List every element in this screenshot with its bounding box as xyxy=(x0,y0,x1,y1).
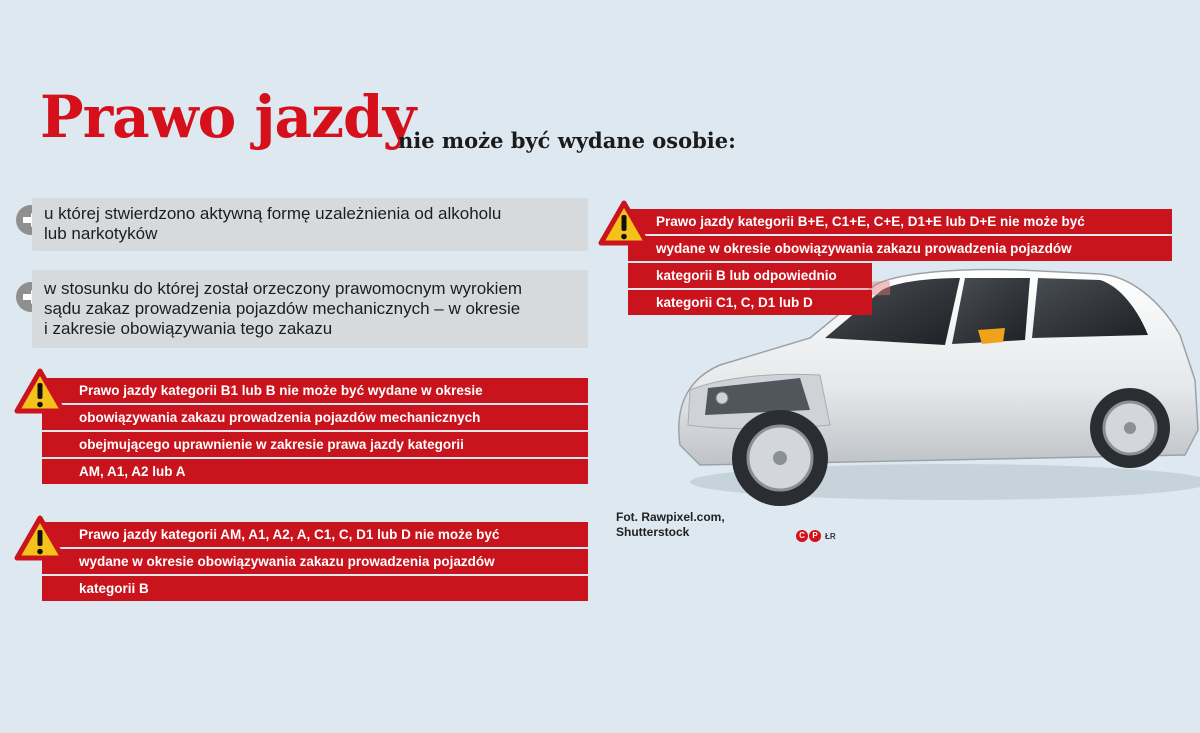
warning-triangle-icon xyxy=(14,515,66,566)
condition-box-addiction xyxy=(32,198,588,251)
warning-line: kategorii C1, C, D1 lub D xyxy=(628,290,872,315)
condition-text-line: w stosunku do której został orzeczony prawomocnym wyrokiem xyxy=(44,279,523,298)
warning-line: Prawo jazdy kategorii AM, A1, A2, A, C1, C, D1 lub D nie może być xyxy=(42,522,588,547)
warning-line: kategorii B xyxy=(42,576,588,601)
warning-line: AM, A1, A2 lub A xyxy=(42,459,588,484)
photo-credit-line: Fot. Rawpixel.com, xyxy=(616,510,725,524)
warning-line: obowiązywania zakazu prowadzenia pojazdów mechanicznych xyxy=(42,405,588,430)
warning-line: wydane w okresie obowiązywania zakazu prowadzenia pojazdów xyxy=(628,236,1172,261)
condition-text-line: u której stwierdzono aktywną formę uzależnienia od alkoholu xyxy=(44,204,502,223)
publisher-badge xyxy=(796,530,836,542)
warning-line: wydane w okresie obowiązywania zakazu prowadzenia pojazdów xyxy=(42,549,588,574)
photo-credit-line: Shutterstock xyxy=(616,525,690,539)
warning-triangle-icon xyxy=(14,368,66,419)
page-subtitle: nie może być wydane osobie: xyxy=(398,128,736,153)
page-title: Prawo jazdy xyxy=(40,83,416,151)
warning-triangle-icon xyxy=(598,200,650,251)
condition-box-court-ban xyxy=(32,270,588,348)
photo-credit xyxy=(616,510,725,540)
badge-dot-right: P xyxy=(809,530,821,542)
condition-text-line: sądu zakaz prowadzenia pojazdów mechanicznych – w okresie xyxy=(44,299,521,318)
warning-line: Prawo jazdy kategorii B1 lub B nie może być wydane w okresie xyxy=(42,378,588,403)
badge-dot-left: C xyxy=(796,530,808,542)
author-initials: ŁR xyxy=(825,531,836,541)
warning-line: kategorii B lub odpowiednio xyxy=(628,263,872,288)
warning-line: obejmującego uprawnienie w zakresie prawa jazdy kategorii xyxy=(42,432,588,457)
condition-text-line: lub narkotyków xyxy=(44,224,158,243)
warning-line: Prawo jazdy kategorii B+E, C1+E, C+E, D1+E lub D+E nie może być xyxy=(628,209,1172,234)
condition-text-line: i zakresie obowiązywania tego zakazu xyxy=(44,319,333,338)
